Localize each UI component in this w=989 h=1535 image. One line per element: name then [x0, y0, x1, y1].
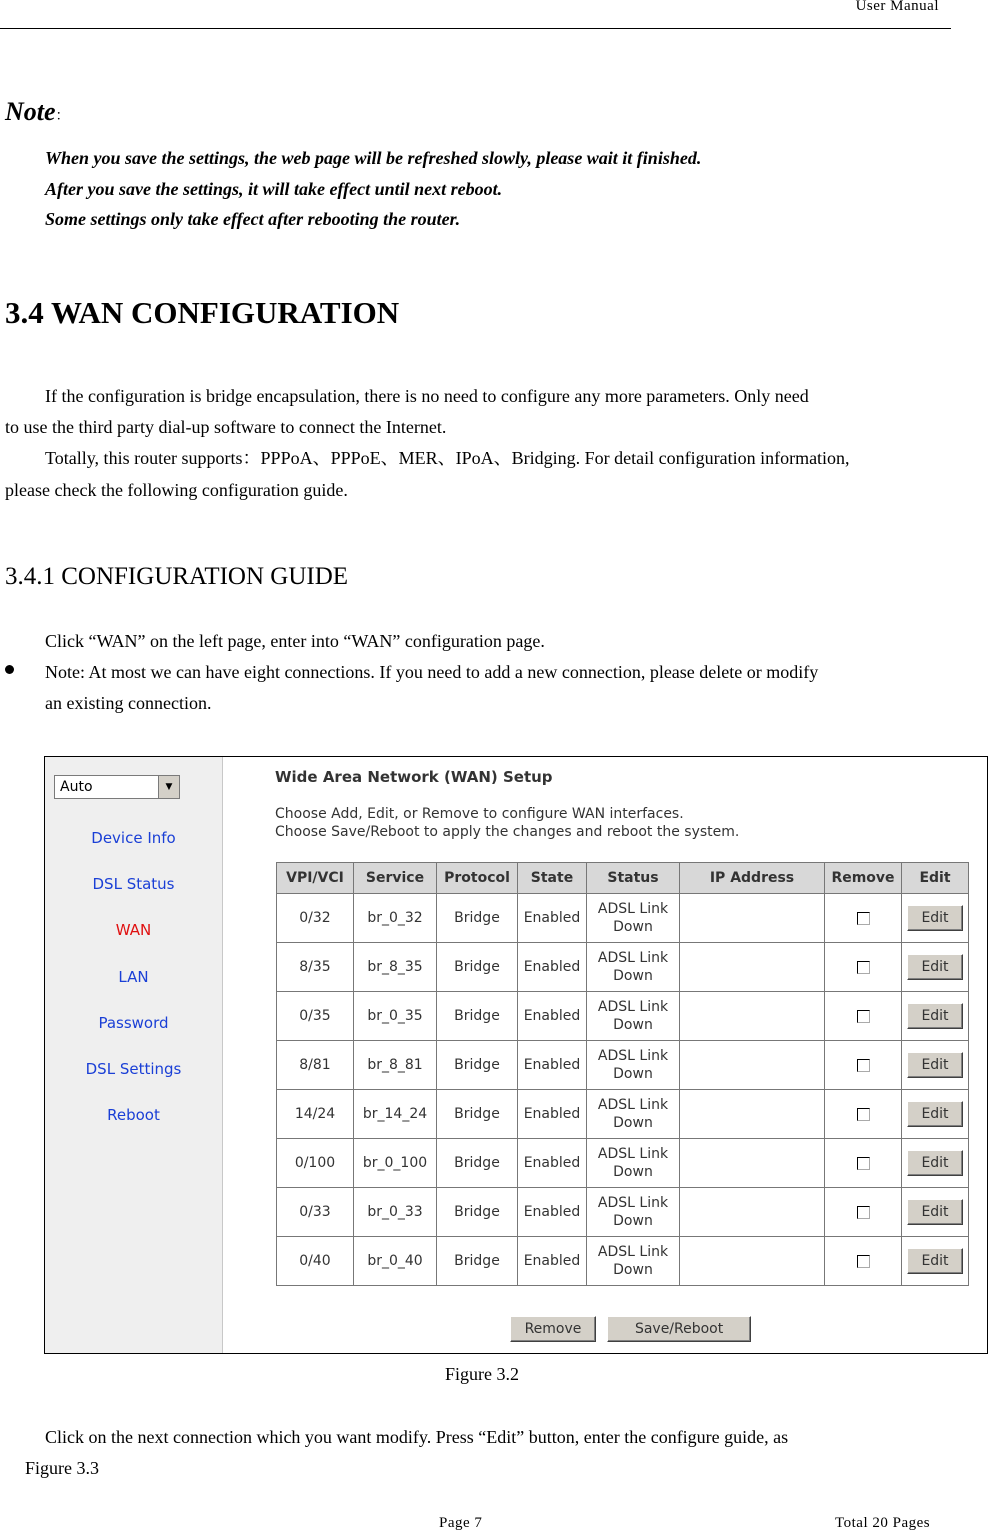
- service-cell: br_0_100: [354, 1139, 437, 1188]
- remove-checkbox[interactable]: [857, 1206, 870, 1219]
- service-cell: br_0_32: [354, 894, 437, 943]
- status-cell: [587, 1237, 680, 1286]
- status-line-1: ADSL Link: [597, 901, 669, 917]
- nav-device-info[interactable]: Device Info: [91, 829, 176, 847]
- table-row: [277, 1237, 969, 1286]
- status-cell: [587, 1041, 680, 1090]
- protocol-cell: Bridge: [437, 992, 518, 1041]
- state-cell: Enabled: [518, 992, 587, 1041]
- remove-cell: [825, 894, 902, 943]
- edit-button[interactable]: Edit: [907, 905, 963, 931]
- wan-setup-screenshot: [44, 756, 988, 1354]
- column-header: State: [518, 863, 587, 894]
- ip-address-cell: [680, 943, 825, 992]
- remove-checkbox[interactable]: [857, 1059, 870, 1072]
- remove-checkbox[interactable]: [857, 1010, 870, 1023]
- remove-checkbox[interactable]: [857, 1157, 870, 1170]
- status-line-2: Down: [613, 1017, 653, 1033]
- edit-button[interactable]: Edit: [907, 1003, 963, 1029]
- remove-cell: [825, 1041, 902, 1090]
- bullet-dot: [5, 665, 14, 674]
- column-header: Service: [354, 863, 437, 894]
- section-paragraph-2-line-1: Totally, this router supports：PPPoA、PPPoE、MER、IPoA、Bridging. For detail configuration information,: [45, 448, 850, 468]
- vpivci-cell: 0/35: [277, 992, 354, 1041]
- vpivci-cell: 0/40: [277, 1237, 354, 1286]
- edit-cell: [902, 943, 969, 992]
- remove-cell: [825, 1237, 902, 1286]
- after-paragraph-line-1: Click on the next connection which you want modify. Press “Edit” button, enter the configure guide, as: [45, 1427, 789, 1447]
- ip-address-cell: [680, 992, 825, 1041]
- status-cell: [587, 1090, 680, 1139]
- nav-dsl-status[interactable]: DSL Status: [92, 875, 175, 893]
- status-line-2: Down: [613, 1164, 653, 1180]
- protocol-cell: Bridge: [437, 1237, 518, 1286]
- service-cell: br_14_24: [354, 1090, 437, 1139]
- vpivci-cell: 0/100: [277, 1139, 354, 1188]
- nav-lan[interactable]: LAN: [118, 968, 149, 986]
- status-line-2: Down: [613, 1262, 653, 1278]
- state-cell: Enabled: [518, 1139, 587, 1188]
- protocol-cell: Bridge: [437, 1139, 518, 1188]
- section-heading: 3.4 WAN CONFIGURATION: [5, 295, 400, 330]
- vpivci-cell: 14/24: [277, 1090, 354, 1139]
- column-header: IP Address: [680, 863, 825, 894]
- status-line-2: Down: [613, 1066, 653, 1082]
- bullet-line-1: Note: At most we can have eight connections. If you need to add a new connection, please delete or modify: [45, 662, 819, 682]
- state-cell: Enabled: [518, 1041, 587, 1090]
- edit-button[interactable]: Edit: [907, 1248, 963, 1274]
- status-line-1: ADSL Link: [597, 950, 669, 966]
- remove-cell: [825, 1188, 902, 1237]
- protocol-cell: Bridge: [437, 1188, 518, 1237]
- wan-connections-table: [276, 862, 969, 1286]
- status-line-2: Down: [613, 1115, 653, 1131]
- chevron-down-icon[interactable]: ▼: [158, 776, 179, 798]
- column-header: Edit: [902, 863, 969, 894]
- edit-button[interactable]: Edit: [907, 1101, 963, 1127]
- table-row: [277, 1090, 969, 1139]
- protocol-cell: Bridge: [437, 894, 518, 943]
- ip-address-cell: [680, 894, 825, 943]
- column-header: Status: [587, 863, 680, 894]
- save-reboot-button[interactable]: Save/Reboot: [607, 1316, 751, 1342]
- edit-cell: [902, 1139, 969, 1188]
- wan-description-2: Choose Save/Reboot to apply the changes and reboot the system.: [275, 824, 740, 840]
- status-line-1: ADSL Link: [597, 999, 669, 1015]
- footer-page-number: Page 7: [439, 1515, 483, 1531]
- edit-cell: [902, 1237, 969, 1286]
- bottom-buttons: [510, 1316, 751, 1342]
- status-cell: [587, 1188, 680, 1237]
- table-row: [277, 1041, 969, 1090]
- section-paragraph-2-line-2: please check the following configuration guide.: [5, 480, 348, 500]
- note-line-3: Some settings only take effect after rebooting the router.: [45, 209, 461, 229]
- protocol-cell: Bridge: [437, 1041, 518, 1090]
- state-cell: Enabled: [518, 1090, 587, 1139]
- service-cell: br_8_81: [354, 1041, 437, 1090]
- table-row: [277, 992, 969, 1041]
- edit-button[interactable]: Edit: [907, 1199, 963, 1225]
- state-cell: Enabled: [518, 1237, 587, 1286]
- column-header: VPI/VCI: [277, 863, 354, 894]
- state-cell: Enabled: [518, 943, 587, 992]
- protocol-cell: Bridge: [437, 1090, 518, 1139]
- column-header: Protocol: [437, 863, 518, 894]
- section-paragraph-1-line-2: to use the third party dial-up software to connect the Internet.: [5, 417, 447, 437]
- footer-total-pages: Total 20 Pages: [835, 1515, 931, 1531]
- state-cell: Enabled: [518, 1188, 587, 1237]
- status-line-2: Down: [613, 968, 653, 984]
- subsection-heading: 3.4.1 CONFIGURATION GUIDE: [5, 563, 349, 590]
- service-cell: br_0_33: [354, 1188, 437, 1237]
- edit-button[interactable]: Edit: [907, 1052, 963, 1078]
- wan-page-title: Wide Area Network (WAN) Setup: [275, 768, 553, 786]
- remove-cell: [825, 943, 902, 992]
- ip-address-cell: [680, 1090, 825, 1139]
- remove-cell: [825, 992, 902, 1041]
- remove-checkbox[interactable]: [857, 1255, 870, 1268]
- bullet-line-2: an existing connection.: [45, 693, 212, 713]
- status-cell: [587, 943, 680, 992]
- protocol-cell: Bridge: [437, 943, 518, 992]
- remove-cell: [825, 1090, 902, 1139]
- table-row: [277, 943, 969, 992]
- table-row: [277, 894, 969, 943]
- vpivci-cell: 0/32: [277, 894, 354, 943]
- status-line-2: Down: [613, 1213, 653, 1229]
- note-line-1: When you save the settings, the web page will be refreshed slowly, please wait it finished.: [45, 148, 702, 168]
- column-header: Remove: [825, 863, 902, 894]
- table-header-row: [277, 863, 969, 894]
- status-cell: [587, 992, 680, 1041]
- status-cell: [587, 1139, 680, 1188]
- header-rule: [0, 28, 951, 29]
- status-line-1: ADSL Link: [597, 1048, 669, 1064]
- subsection-paragraph: Click “WAN” on the left page, enter into “WAN” configuration page.: [45, 631, 545, 651]
- ip-address-cell: [680, 1139, 825, 1188]
- edit-button[interactable]: Edit: [907, 1150, 963, 1176]
- nav-wan[interactable]: WAN: [115, 921, 152, 939]
- section-paragraph-1-line-1: If the configuration is bridge encapsulation, there is no need to configure any more parameters. Only need: [45, 386, 809, 406]
- remove-cell: [825, 1139, 902, 1188]
- edit-cell: [902, 1090, 969, 1139]
- remove-checkbox[interactable]: [857, 1108, 870, 1121]
- nav-password[interactable]: Password: [98, 1014, 169, 1032]
- state-cell: Enabled: [518, 894, 587, 943]
- ip-address-cell: [680, 1188, 825, 1237]
- vpivci-cell: 0/33: [277, 1188, 354, 1237]
- after-paragraph-line-2: Figure 3.3: [25, 1458, 99, 1478]
- edit-cell: [902, 1041, 969, 1090]
- note-line-2: After you save the settings, it will take effect until next reboot.: [45, 179, 503, 199]
- service-cell: br_0_40: [354, 1237, 437, 1286]
- edit-button[interactable]: Edit: [907, 954, 963, 980]
- edit-cell: [902, 894, 969, 943]
- status-line-2: Down: [613, 919, 653, 935]
- note-title: Note：: [5, 97, 70, 126]
- status-line-1: ADSL Link: [597, 1146, 669, 1162]
- mode-select-value: Auto: [60, 779, 93, 795]
- table-row: [277, 1188, 969, 1237]
- wan-description-1: Choose Add, Edit, or Remove to configure WAN interfaces.: [275, 806, 684, 822]
- header-title: User Manual: [855, 0, 939, 14]
- mode-select[interactable]: [54, 775, 180, 799]
- status-line-1: ADSL Link: [597, 1195, 669, 1211]
- edit-cell: [902, 1188, 969, 1237]
- edit-cell: [902, 992, 969, 1041]
- remove-button[interactable]: Remove: [510, 1316, 596, 1342]
- service-cell: br_0_35: [354, 992, 437, 1041]
- remove-checkbox[interactable]: [857, 912, 870, 925]
- figure-caption: Figure 3.2: [445, 1364, 519, 1384]
- nav-reboot[interactable]: Reboot: [107, 1106, 160, 1124]
- vpivci-cell: 8/81: [277, 1041, 354, 1090]
- table-row: [277, 1139, 969, 1188]
- ip-address-cell: [680, 1041, 825, 1090]
- remove-checkbox[interactable]: [857, 961, 870, 974]
- sidebar: [45, 757, 223, 1353]
- vpivci-cell: 8/35: [277, 943, 354, 992]
- nav-dsl-settings[interactable]: DSL Settings: [85, 1060, 182, 1078]
- status-cell: [587, 894, 680, 943]
- service-cell: br_8_35: [354, 943, 437, 992]
- status-line-1: ADSL Link: [597, 1097, 669, 1113]
- status-line-1: ADSL Link: [597, 1244, 669, 1260]
- ip-address-cell: [680, 1237, 825, 1286]
